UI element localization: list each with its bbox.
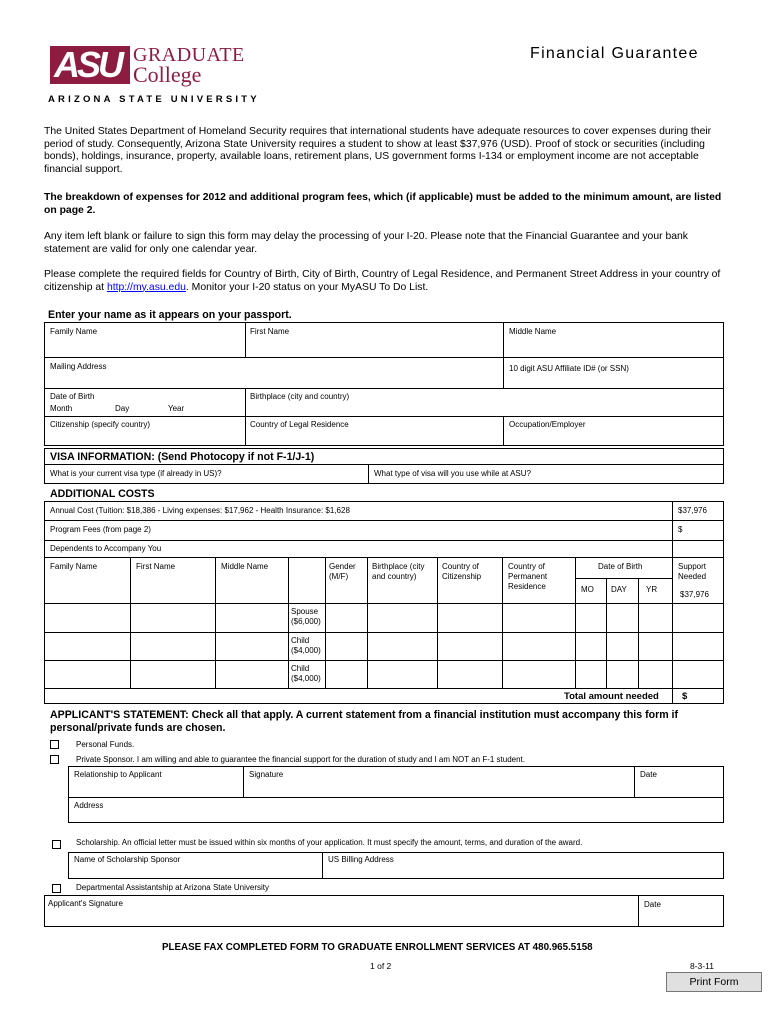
- citizenship-field[interactable]: Citizenship (specify country): [50, 420, 151, 429]
- intro-paragraph-1: The United States Department of Homeland Security requires that international students have adequate resources to cover expenses during their period of study. Consequently, Arizona State University requires a student to show at least $37,976 (USD). Proof of stock or securities (including bonds), holdings, insurance, property, available loans, retirement plans, US government forms I-134 or employment income are not acceptable financial support.: [44, 126, 712, 175]
- dep-col-yr: YR: [646, 585, 658, 594]
- asu-logo-mark: ASU: [50, 46, 130, 84]
- private-sponsor-label: Private Sponsor. I am willing and able to guarantee the financial support for the duration of study and I am NOT an F-1 student.: [76, 755, 525, 764]
- dep-col-citizenship: Country of Citizenship: [442, 562, 482, 581]
- annual-cost-amount: $37,976: [678, 506, 707, 515]
- dep-col-middle: Middle Name: [221, 562, 269, 571]
- sponsor-table: [68, 766, 724, 823]
- visa-heading: VISA INFORMATION: (Send Photocopy if not F-1/J-1): [50, 451, 315, 463]
- assistantship-label: Departmental Assistantship at Arizona State University: [76, 883, 269, 892]
- applicant-signature-table: [44, 895, 724, 927]
- sponsor-signature-field[interactable]: Signature: [249, 770, 284, 779]
- dep-col-gender: Gender (M/F): [329, 562, 356, 581]
- form-version: 8-3-11: [690, 961, 714, 971]
- family-name-field[interactable]: Family Name: [50, 327, 98, 336]
- occupation-field[interactable]: Occupation/Employer: [509, 420, 586, 429]
- dep-col-family: Family Name: [50, 562, 98, 571]
- total-needed-label: Total amount needed: [564, 691, 659, 702]
- child-label-2: Child ($4,000): [291, 664, 321, 683]
- dependents-label: Dependents to Accompany You: [50, 544, 162, 553]
- intro-paragraph-2: The breakdown of expenses for 2012 and additional program fees, which (if applicable) must be added to the minimum amount, are listed on page 2.: [44, 192, 722, 216]
- page-number: 1 of 2: [370, 961, 392, 971]
- affiliate-id-field[interactable]: 10 digit ASU Affiliate ID# (or SSN): [509, 364, 629, 373]
- assistantship-checkbox[interactable]: [52, 884, 61, 893]
- applicant-signature-field[interactable]: Applicant's Signature: [48, 899, 123, 908]
- billing-address-field[interactable]: US Billing Address: [328, 855, 394, 864]
- program-fees-amount[interactable]: $: [678, 525, 683, 534]
- scholarship-checkbox[interactable]: [52, 840, 61, 849]
- first-name-field[interactable]: First Name: [250, 327, 290, 336]
- dob-day-field[interactable]: Day: [115, 404, 130, 413]
- program-fees-label: Program Fees (from page 2): [50, 525, 151, 534]
- sponsor-date-field[interactable]: Date: [640, 770, 657, 779]
- sponsor-address-field[interactable]: Address: [74, 801, 104, 810]
- intro-paragraph-4: Please complete the required fields for Country of Birth, City of Birth, Country of Legal Residence, and Permanent Street Address in your country of citizenship at http://my.asu.edu. Monitor your I-20 status on your MyASU To Do List.: [44, 269, 721, 293]
- dob-month-field[interactable]: Month: [50, 404, 73, 413]
- myasu-link[interactable]: http://my.asu.edu: [106, 281, 186, 293]
- logo-graduate-text: GRADUATE: [133, 44, 245, 66]
- dep-col-dob: Date of Birth: [598, 562, 643, 571]
- future-visa-field[interactable]: What type of visa will you use while at ASU?: [374, 469, 531, 478]
- relationship-field[interactable]: Relationship to Applicant: [74, 770, 162, 779]
- private-sponsor-checkbox[interactable]: [50, 755, 59, 764]
- mailing-address-field[interactable]: Mailing Address: [50, 362, 107, 371]
- logo-college-text: College: [133, 62, 202, 87]
- applicant-date-field[interactable]: Date: [644, 900, 661, 909]
- scholarship-label: Scholarship. An official letter must be issued within six months of your application. It must specify the amount, terms, and duration of the award.: [76, 838, 583, 847]
- child-label-1: Child ($4,000): [291, 636, 321, 655]
- intro-paragraph-3: Any item left blank or failure to sign this form may delay the processing of your I-20. Please note that the Financial Guarantee and your bank statement are valid for only one calendar year.: [44, 231, 688, 255]
- total-needed-amount[interactable]: $: [682, 691, 688, 702]
- dep-col-first: First Name: [136, 562, 176, 571]
- birthplace-field[interactable]: Birthplace (city and country): [250, 392, 350, 401]
- dep-col-mo: MO: [581, 585, 594, 594]
- current-visa-field[interactable]: What is your current visa type (if already in US)?: [50, 469, 222, 478]
- dep-col-support: Support Needed: [678, 562, 707, 581]
- statement-heading: APPLICANT'S STATEMENT: Check all that apply. A current statement from a financial institution must accompany this form if personal/private funds are chosen.: [50, 709, 679, 734]
- annual-cost-label: Annual Cost (Tuition: $18,386 - Living expenses: $17,962 - Health Insurance: $1,628: [50, 506, 350, 515]
- page-title: Financial Guarantee: [530, 45, 699, 62]
- costs-heading: ADDITIONAL COSTS: [50, 488, 155, 500]
- print-form-button[interactable]: Print Form: [666, 972, 762, 992]
- dob-label: Date of Birth: [50, 392, 95, 401]
- dep-col-day: DAY: [611, 585, 627, 594]
- dob-year-field[interactable]: Year: [168, 404, 185, 413]
- scholarship-sponsor-field[interactable]: Name of Scholarship Sponsor: [74, 855, 181, 864]
- personal-funds-label: Personal Funds.: [76, 740, 135, 749]
- logo-university-text: ARIZONA STATE UNIVERSITY: [48, 94, 260, 105]
- fax-instruction: PLEASE FAX COMPLETED FORM TO GRADUATE ENROLLMENT SERVICES AT 480.965.5158: [162, 942, 593, 953]
- personal-funds-checkbox[interactable]: [50, 740, 59, 749]
- passport-heading: Enter your name as it appears on your passport.: [48, 309, 292, 321]
- spouse-label: Spouse ($6,000): [291, 607, 321, 626]
- dep-col-residence: Country of Permanent Residence: [508, 562, 548, 591]
- middle-name-field[interactable]: Middle Name: [509, 327, 557, 336]
- dep-support-amount: $37,976: [680, 590, 709, 599]
- legal-residence-field[interactable]: Country of Legal Residence: [250, 420, 349, 429]
- dep-col-birthplace: Birthplace (city and country): [372, 562, 425, 581]
